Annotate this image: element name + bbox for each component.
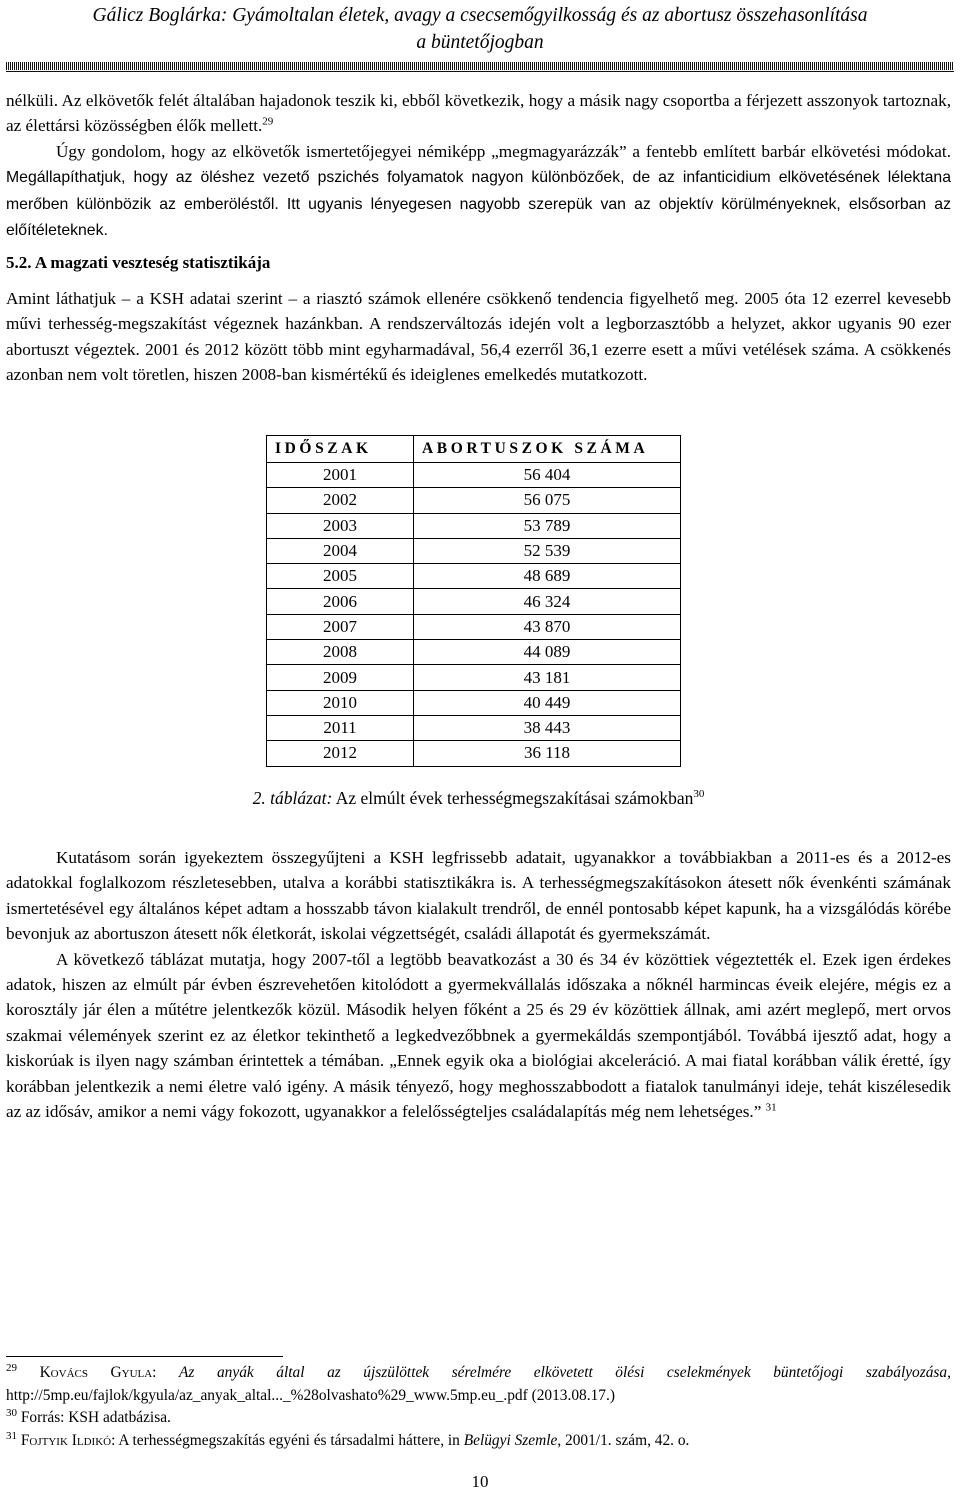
- table-header-count: ABORTUSZOK SZÁMA: [414, 436, 681, 463]
- table-cell-count: 53 789: [414, 513, 681, 538]
- table-row: [267, 538, 681, 563]
- intro-paragraph-2: Úgy gondolom, hogy az elkövetők ismertetőjegyei némiképp „megmagyarázzák” a fentebb említett barbár elkövetési módokat. Megállapíthatjuk, hogy az öléshez vezető pszichés folyamatok nagyon különbözőek, de az infanticidium elkövetésének lélektana merőben különbözik az emberöléstől. Itt ugyanis lényegesen nagyobb szerepük van az objektív körülményeknek, elsősorban az előítéleteknek.: [6, 141, 951, 240]
- footnote-ref-31[interactable]: 31: [765, 1101, 777, 1114]
- stats-section: [6, 286, 951, 388]
- table-cell-count: 44 089: [414, 640, 681, 665]
- header-title-line1: Gálicz Boglárka: Gyámoltalan életek, avagy a csecsemőgyilkosság és az abortusz összehasonlítása: [92, 5, 868, 26]
- footnote-31: $^{31}$ Fojtyik Ildikó: A terhességmegszakítás egyéni és társadalmi háttere, in Belügyi Szemle, 2001/1. szám, 42. o.: [6, 1429, 690, 1449]
- table-cell-count: 38 443: [414, 715, 681, 740]
- intro-section: [6, 88, 951, 243]
- page-number: 10: [471, 1472, 489, 1491]
- table-row: [267, 488, 681, 513]
- table-row: [267, 640, 681, 665]
- header-rule-line: [6, 71, 954, 72]
- running-header: [0, 2, 960, 56]
- table-row: [267, 564, 681, 589]
- research-section: [6, 845, 951, 1124]
- footnote-31-journal: Belügyi Szemle: [463, 1431, 558, 1449]
- table-header-row: [267, 436, 681, 463]
- table-row: [267, 589, 681, 614]
- table-cell-count: 56 075: [414, 488, 681, 513]
- table-cell-year: 2005: [267, 564, 414, 589]
- table-row: [267, 715, 681, 740]
- footnote-29-author: Kovács Gyula:: [39, 1364, 157, 1381]
- research-paragraph-1: Kutatásom során igyekeztem összegyűjteni a KSH legfrissebb adatait, ugyanakkor a továbbiakban a 2011-es és a 2012-es adatokkal foglalkozom részletesebben, utalva a korábbi statisztikákra is. A terhességmegszakításokon átesett nők évenkénti számának ismertetésével egy általános képet adtam a hosszabb távon kialakult trendről, de ennél pontosabb képet kapunk, ha a vizsgálódás körébe bevonjuk az abortuszon átesett nők életkorát, iskolai végzettségét, családi állapotát és gyermekszámát.: [6, 848, 951, 944]
- footnote-ref-30[interactable]: 30: [693, 788, 705, 801]
- table-cell-year: 2011: [267, 715, 414, 740]
- table-header-period: IDŐSZAK: [267, 436, 414, 463]
- table-cell-year: 2010: [267, 690, 414, 715]
- table-row: [267, 665, 681, 690]
- section-heading: [6, 250, 951, 275]
- table-cell-year: 2007: [267, 614, 414, 639]
- table-cell-count: 48 689: [414, 564, 681, 589]
- research-paragraph-2: A következő táblázat mutatja, hogy 2007-től a legtöbb beavatkozást a 30 és 34 év közöttiek végeztették el. Ezek igen érdekes adatok, hiszen az elmúlt pár évben észrevehetően kitolódott a gyermekvállalás időszaka a nőknél harmincas éveik elejére, mégis ez a korosztály jár élen a műtétre jelentkezők közül. Második helyen főként a 25 és 29 év közöttiek állnak, ami azért meglepő, mert orvos szakmai vélemények szerint ez az életkor tekinthető a legkedvezőbbnek a gyermekáldás szempontjából. Továbbá ijesztő adat, hogy a kiskorúak is ilyen nagy számban érintettek a témában. „Ennek egyik oka a biológiai akceleráció. A mai fiatal korábban válik éretté, így korábban jelentkezik a nemi életre való igény. A másik tényező, hogy meghosszabbodott a fiatalok tanulmányi ideje, tehát kiszélesedik az az idősáv, amikor a nemi vágy fokozott, ugyanakkor a felelősségteljes családalapítás még nem lehetséges.” $^{31}$: [6, 949, 951, 1122]
- footnote-separator: [6, 1356, 283, 1357]
- table-cell-year: 2008: [267, 640, 414, 665]
- caption-text: Az elmúlt évek terhességmegszakításai számokban: [335, 788, 694, 808]
- table-cell-year: 2012: [267, 741, 414, 766]
- table-row: [267, 690, 681, 715]
- table-cell-count: 46 324: [414, 589, 681, 614]
- table-cell-count: 40 449: [414, 690, 681, 715]
- table-row: [267, 741, 681, 766]
- section-title: A magzati veszteség statisztikája: [34, 253, 271, 272]
- table-row: [267, 513, 681, 538]
- footnote-29: $^{29}$ Kovács Gyula: Az anyák által az újszülöttek sérelmére elkövetett ölési cselekmények büntetőjogi szabályozása, http://5mp.eu/fajlok/kgyula/az_anyak_altal..._%28olvashato%29_www.5mp.eu_.pdf (2013.08.17.): [6, 1361, 951, 1404]
- abortion-stats-table: [266, 435, 681, 767]
- caption-label: 2. táblázat:: [252, 788, 333, 808]
- header-rule: [6, 62, 954, 70]
- table-caption: [6, 788, 951, 809]
- section-number: 5.2.: [6, 253, 32, 272]
- footnote-ref-29[interactable]: 29: [262, 115, 274, 128]
- table-cell-year: 2009: [267, 665, 414, 690]
- table-cell-year: 2006: [267, 589, 414, 614]
- table-cell-count: 36 118: [414, 741, 681, 766]
- table-row: [267, 463, 681, 488]
- footnote-29-url[interactable]: http://5mp.eu/fajlok/kgyula/az_anyak_altal..._%28olvashato%29_www.5mp.eu_.pdf (2013.08.17.): [6, 1386, 615, 1404]
- table-row: [267, 614, 681, 639]
- intro-paragraph-1: nélküli. Az elkövetők felét általában hajadonok teszik ki, ebből következik, hogy a másik nagy csoportba a férjezett asszonyok tartoznak, az élettársi közösségben élők mellett.$^{29}$: [6, 91, 951, 136]
- table-cell-year: 2003: [267, 513, 414, 538]
- footnote-29-title: Az anyák által az újszülöttek sérelmére elkövetett ölési cselekmények büntetőjogi szabályozása,: [179, 1364, 951, 1381]
- table-cell-count: 52 539: [414, 538, 681, 563]
- table-cell-count: 56 404: [414, 463, 681, 488]
- footnote-31-author: Fojtyik Ildikó:: [20, 1431, 116, 1449]
- footnote-30: $^{30}$ Forrás: KSH adatbázisa.: [6, 1406, 171, 1426]
- table-cell-year: 2002: [267, 488, 414, 513]
- stats-paragraph: Amint láthatjuk – a KSH adatai szerint – a riasztó számok ellenére csökkenő tendencia figyelhető meg. 2005 óta 12 ezerrel kevesebb művi terhesség-megszakítást végeznek hazánkban. A rendszerváltozás idején volt a legborzasztóbb a helyzet, akkor ugyanis 90 ezer abortuszt végeztek. 2001 és 2012 között több mint egyharmadával, 56,4 ezerről 36,1 ezerre esett a művi vetélések száma. A csökkenés azonban nem volt töretlen, hiszen 2008-ban kismértékű és ideiglenes emelkedés mutatkozott.: [6, 289, 951, 385]
- footnotes: [6, 1362, 951, 1452]
- table-cell-year: 2001: [267, 463, 414, 488]
- header-title-line2: a büntetőjogban: [416, 32, 544, 53]
- table-cell-count: 43 870: [414, 614, 681, 639]
- table-cell-year: 2004: [267, 538, 414, 563]
- table-cell-count: 43 181: [414, 665, 681, 690]
